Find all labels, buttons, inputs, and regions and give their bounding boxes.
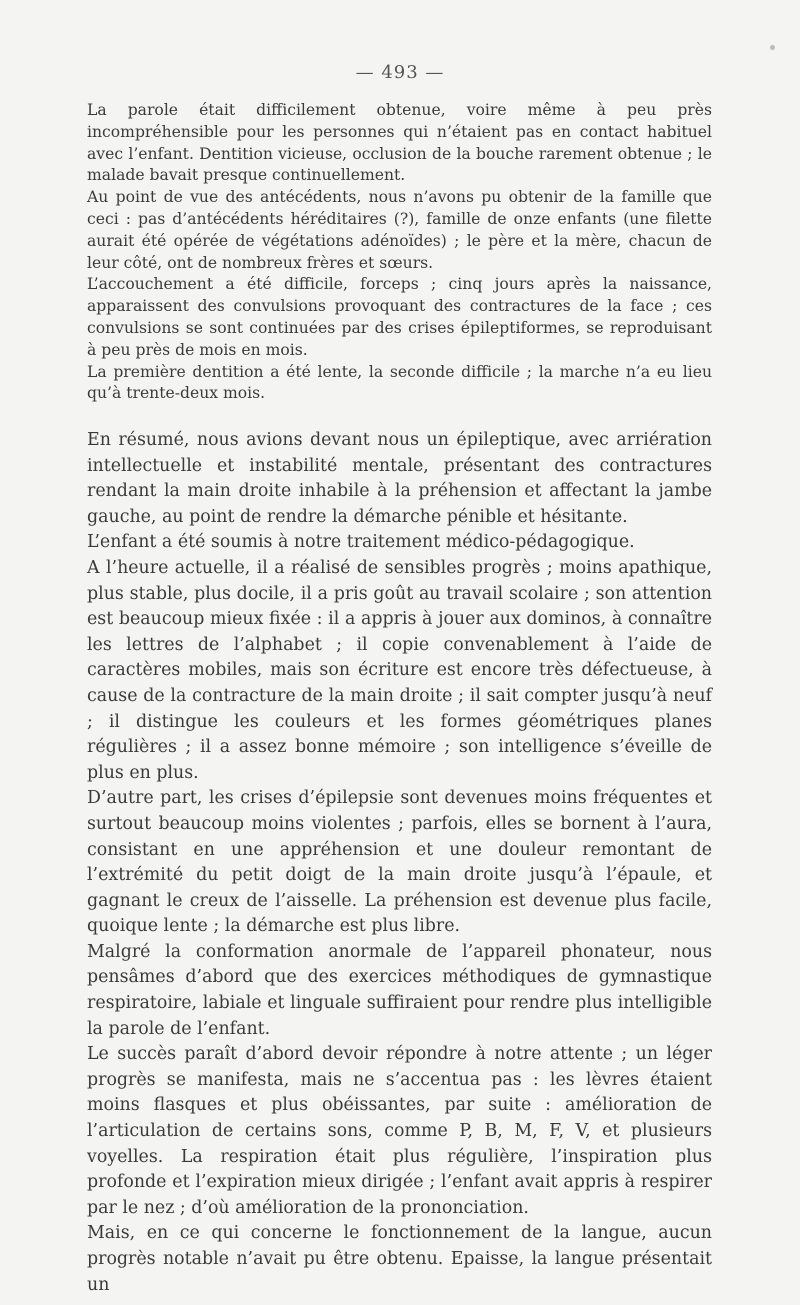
paragraph-antecedents: Au point de vue des antécédents, nous n’avons pu obtenir de la famille que ceci : pas d’antécédents héréditaires (?), famille de onze enfants (une filette aurait été opérée de végétations adénoïdes) ; le père et la mère, chacun de leur côté, ont de nombreux frères et sœurs. [87,188,712,272]
paragraph-progress: A l’heure actuelle, il a réalisé de sensibles progrès ; moins apathique, plus stable, plus docile, il a pris goût au travail scolaire ; son attention est beaucoup mieux fixée : il a appris à jouer aux dominos, à connaître les lettres de l’alphabet ; il copie convenablement à l’aide de caractères mobiles, mais son écriture est encore très défectueuse, à cause de la contracture de la main droite ; il sait compter jusqu’à neuf ; il distingue les couleurs et les formes géométriques planes régulières ; il a assez bonne mémoire ; son intelligence s’éveille de plus en plus. [87,557,712,783]
paragraph-exercises: Malgré la conformation anormale de l’appareil phonateur, nous pensâmes d’abord que des exercices méthodiques de gymnastique respiratoire, labiale et linguale suffiraient pour rendre plus intelligible la parole de l’enfant. [87,941,712,1039]
paragraph-speech: La parole était difficilement obtenue, voire même à peu près incompréhensible pour les personnes qui n’étaient pas en contact habituel avec l’enfant. Dentition vicieuse, occlusion de la bouche rarement obtenue ; le malade bavait presque continuellement. [87,101,712,185]
summary-section [87,428,712,1298]
paragraph-treatment: L’enfant a été soumis à notre traitement médico-pédagogique. [87,532,635,553]
paragraph-dentition: La première dentition a été lente, la seconde difficile ; la marche n’a eu lieu qu’à trente-deux mois. [87,362,712,403]
paper-speck [770,45,775,50]
paragraph-summary: En résumé, nous avions devant nous un épileptique, avec arriération intellectuelle et instabilité mentale, présentant des contractures rendant la main droite inhabile à la préhension et affectant la jambe gauche, au point de rendre la démarche pénible et hésitante. [87,430,712,527]
case-history-section [87,100,712,405]
paragraph-success: Le succès paraît d’abord devoir répondre à notre attente ; un léger progrès se manifesta, mais ne s’accentua pas : les lèvres étaient moins flasques et plus obéissantes, par suite : amélioration de l’articulation de certains sons, comme P, B, M, F, V, et plusieurs voyelles. La respiration était plus régulière, l’inspiration plus profonde et l’expiration mieux dirigée ; l’enfant avait appris à respirer par le nez ; d’où amélioration de la prononciation. [87,1044,712,1218]
page-number: — 493 — [355,62,445,83]
paragraph-seizures: D’autre part, les crises d’épilepsie sont devenues moins fréquentes et surtout beaucoup moins violentes ; parfois, elles se bornent à l’aura, consistant en une appréhension et une douleur remontant de l’extrémité du petit doigt de la main droite jusqu’à l’épaule, et gagnant le creux de l’aisselle. La préhension est devenue plus facile, quoique lente ; la démarche est plus libre. [87,788,712,937]
paragraph-birth: L’accouchement a été difficile, forceps ; cinq jours après la naissance, apparaissent des convulsions provoquant des contractures de la face ; ces convulsions se sont continuées par des crises épileptiformes, se reproduisant à peu près de mois en mois. [87,275,712,359]
paragraph-tongue: Mais, en ce qui concerne le fonctionnement de la langue, aucun progrès notable n’avait pu être obtenu. Epaisse, la langue présentait un [87,1223,712,1295]
